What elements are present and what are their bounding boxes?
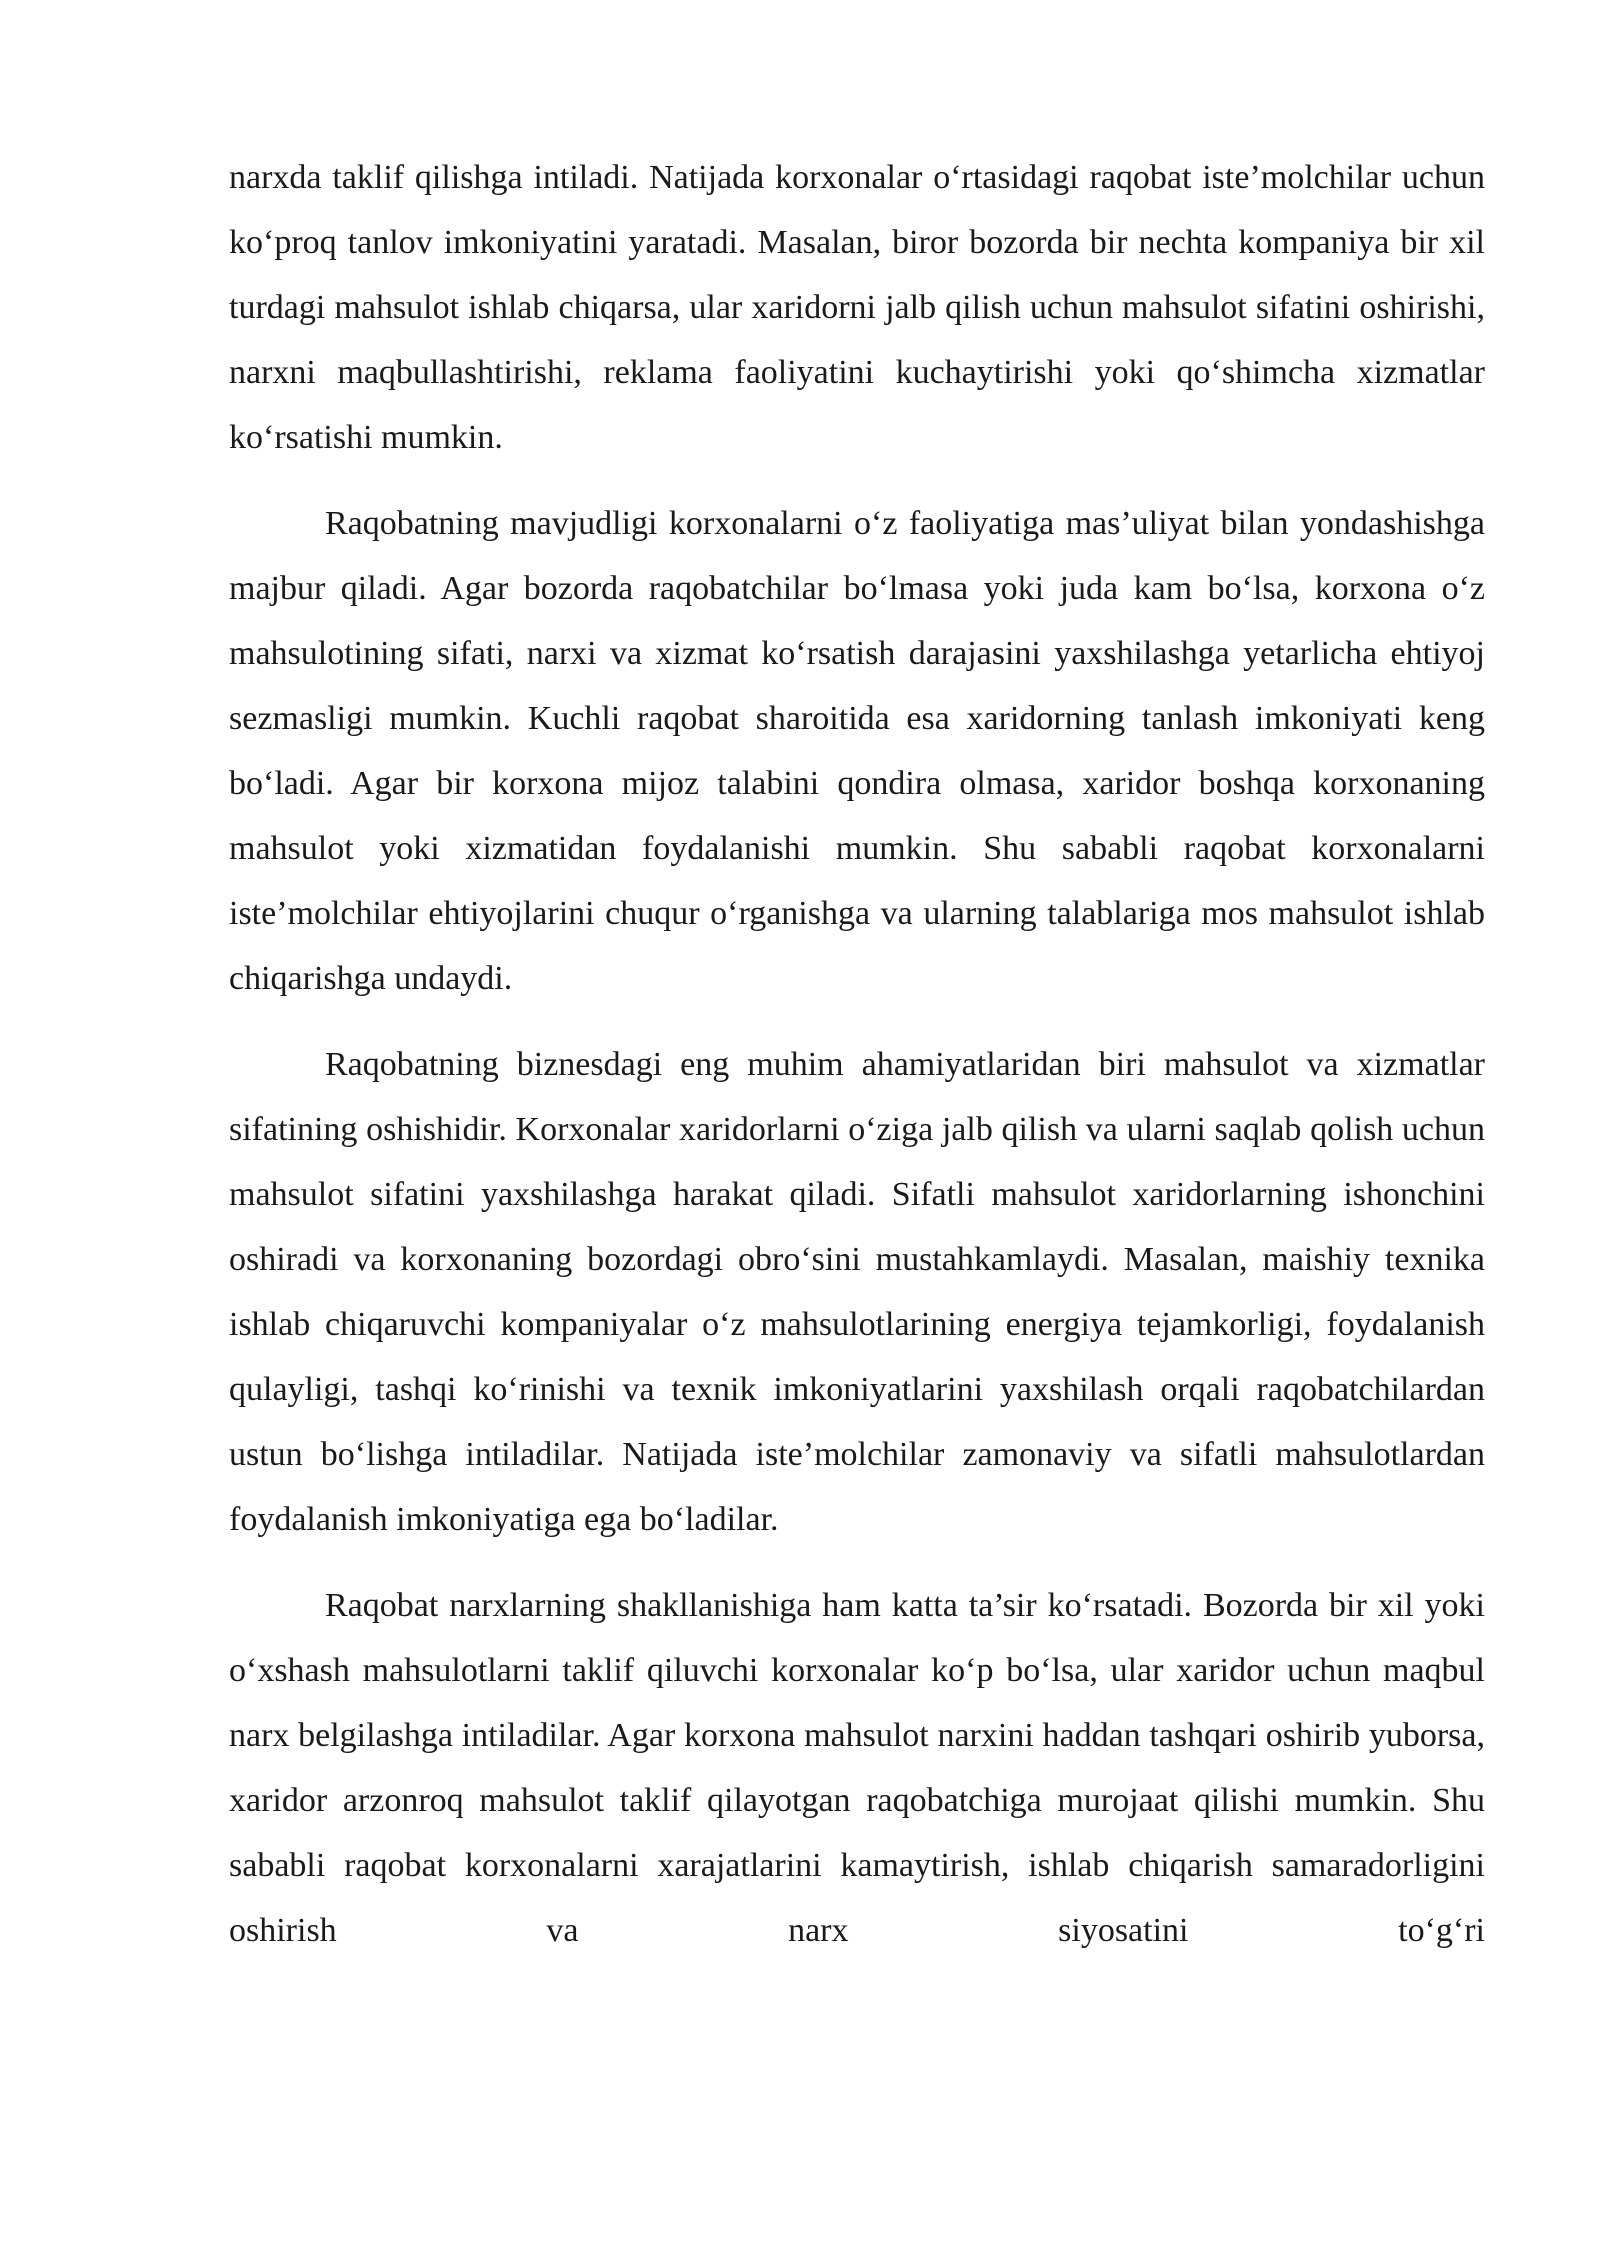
paragraph-1: narxda taklif qilishga intiladi. Natijada korxonalar o‘rtasidagi raqobat iste’molchilar uchun ko‘proq tanlov imkoniyatini yaratadi. Masalan, biror bozorda bir nechta kompaniya bir xil turdagi mahsulot ishlab chiqarsa, ular xaridorni jalb qilish uchun mahsulot sifatini oshirishi, narxni maqbullashtirishi, reklama faoliyatini kuchaytirishi yoki qo‘shimcha xizmatlar ko‘rsatishi mumkin. bbox=[229, 159, 1485, 456]
paragraph-4: Raqobat narxlarning shakllanishiga ham katta ta’sir ko‘rsatadi. Bozorda bir xil yoki o‘xshash mahsulotlarni taklif qiluvchi korxonalar ko‘p bo‘lsa, ular xaridor uchun maqbul narx belgilashga intiladilar. Agar korxona mahsulot narxini haddan tashqari oshirib yuborsa, xaridor arzonroq mahsulot taklif qilayotgan raqobatchiga murojaat qilishi mumkin. Shu sababli raqobat korxonalarni xarajatlarini kamaytirish, ishlab chiqarish samaradorligini oshirish va narx siyosatini to‘g‘ri bbox=[229, 1587, 1485, 1949]
document-body bbox=[229, 145, 1485, 1963]
paragraph-2: Raqobatning mavjudligi korxonalarni o‘z faoliyatiga mas’uliyat bilan yondashishga majbur qiladi. Agar bozorda raqobatchilar bo‘lmasa yoki juda kam bo‘lsa, korxona o‘z mahsulotining sifati, narxi va xizmat ko‘rsatish darajasini yaxshilashga yetarlicha ehtiyoj sezmasligi mumkin. Kuchli raqobat sharoitida esa xaridorning tanlash imkoniyati keng bo‘ladi. Agar bir korxona mijoz talabini qondira olmasa, xaridor boshqa korxonaning mahsulot yoki xizmatidan foydalanishi mumkin. Shu sababli raqobat korxonalarni iste’molchilar ehtiyojlarini chuqur o‘rganishga va ularning talablariga mos mahsulot ishlab chiqarishga undaydi. bbox=[229, 505, 1485, 997]
paragraph-3: Raqobatning biznesdagi eng muhim ahamiyatlaridan biri mahsulot va xizmatlar sifatining oshishidir. Korxonalar xaridorlarni o‘ziga jalb qilish va ularni saqlab qolish uchun mahsulot sifatini yaxshilashga harakat qiladi. Sifatli mahsulot xaridorlarning ishonchini oshiradi va korxonaning bozordagi obro‘sini mustahkamlaydi. Masalan, maishiy texnika ishlab chiqaruvchi kompaniyalar o‘z mahsulotlarining energiya tejamkorligi, foydalanish qulayligi, tashqi ko‘rinishi va texnik imkoniyatlarini yaxshilash orqali raqobatchilardan ustun bo‘lishga intiladilar. Natijada iste’molchilar zamonaviy va sifatli mahsulotlardan foydalanish imkoniyatiga ega bo‘ladilar. bbox=[229, 1046, 1485, 1538]
